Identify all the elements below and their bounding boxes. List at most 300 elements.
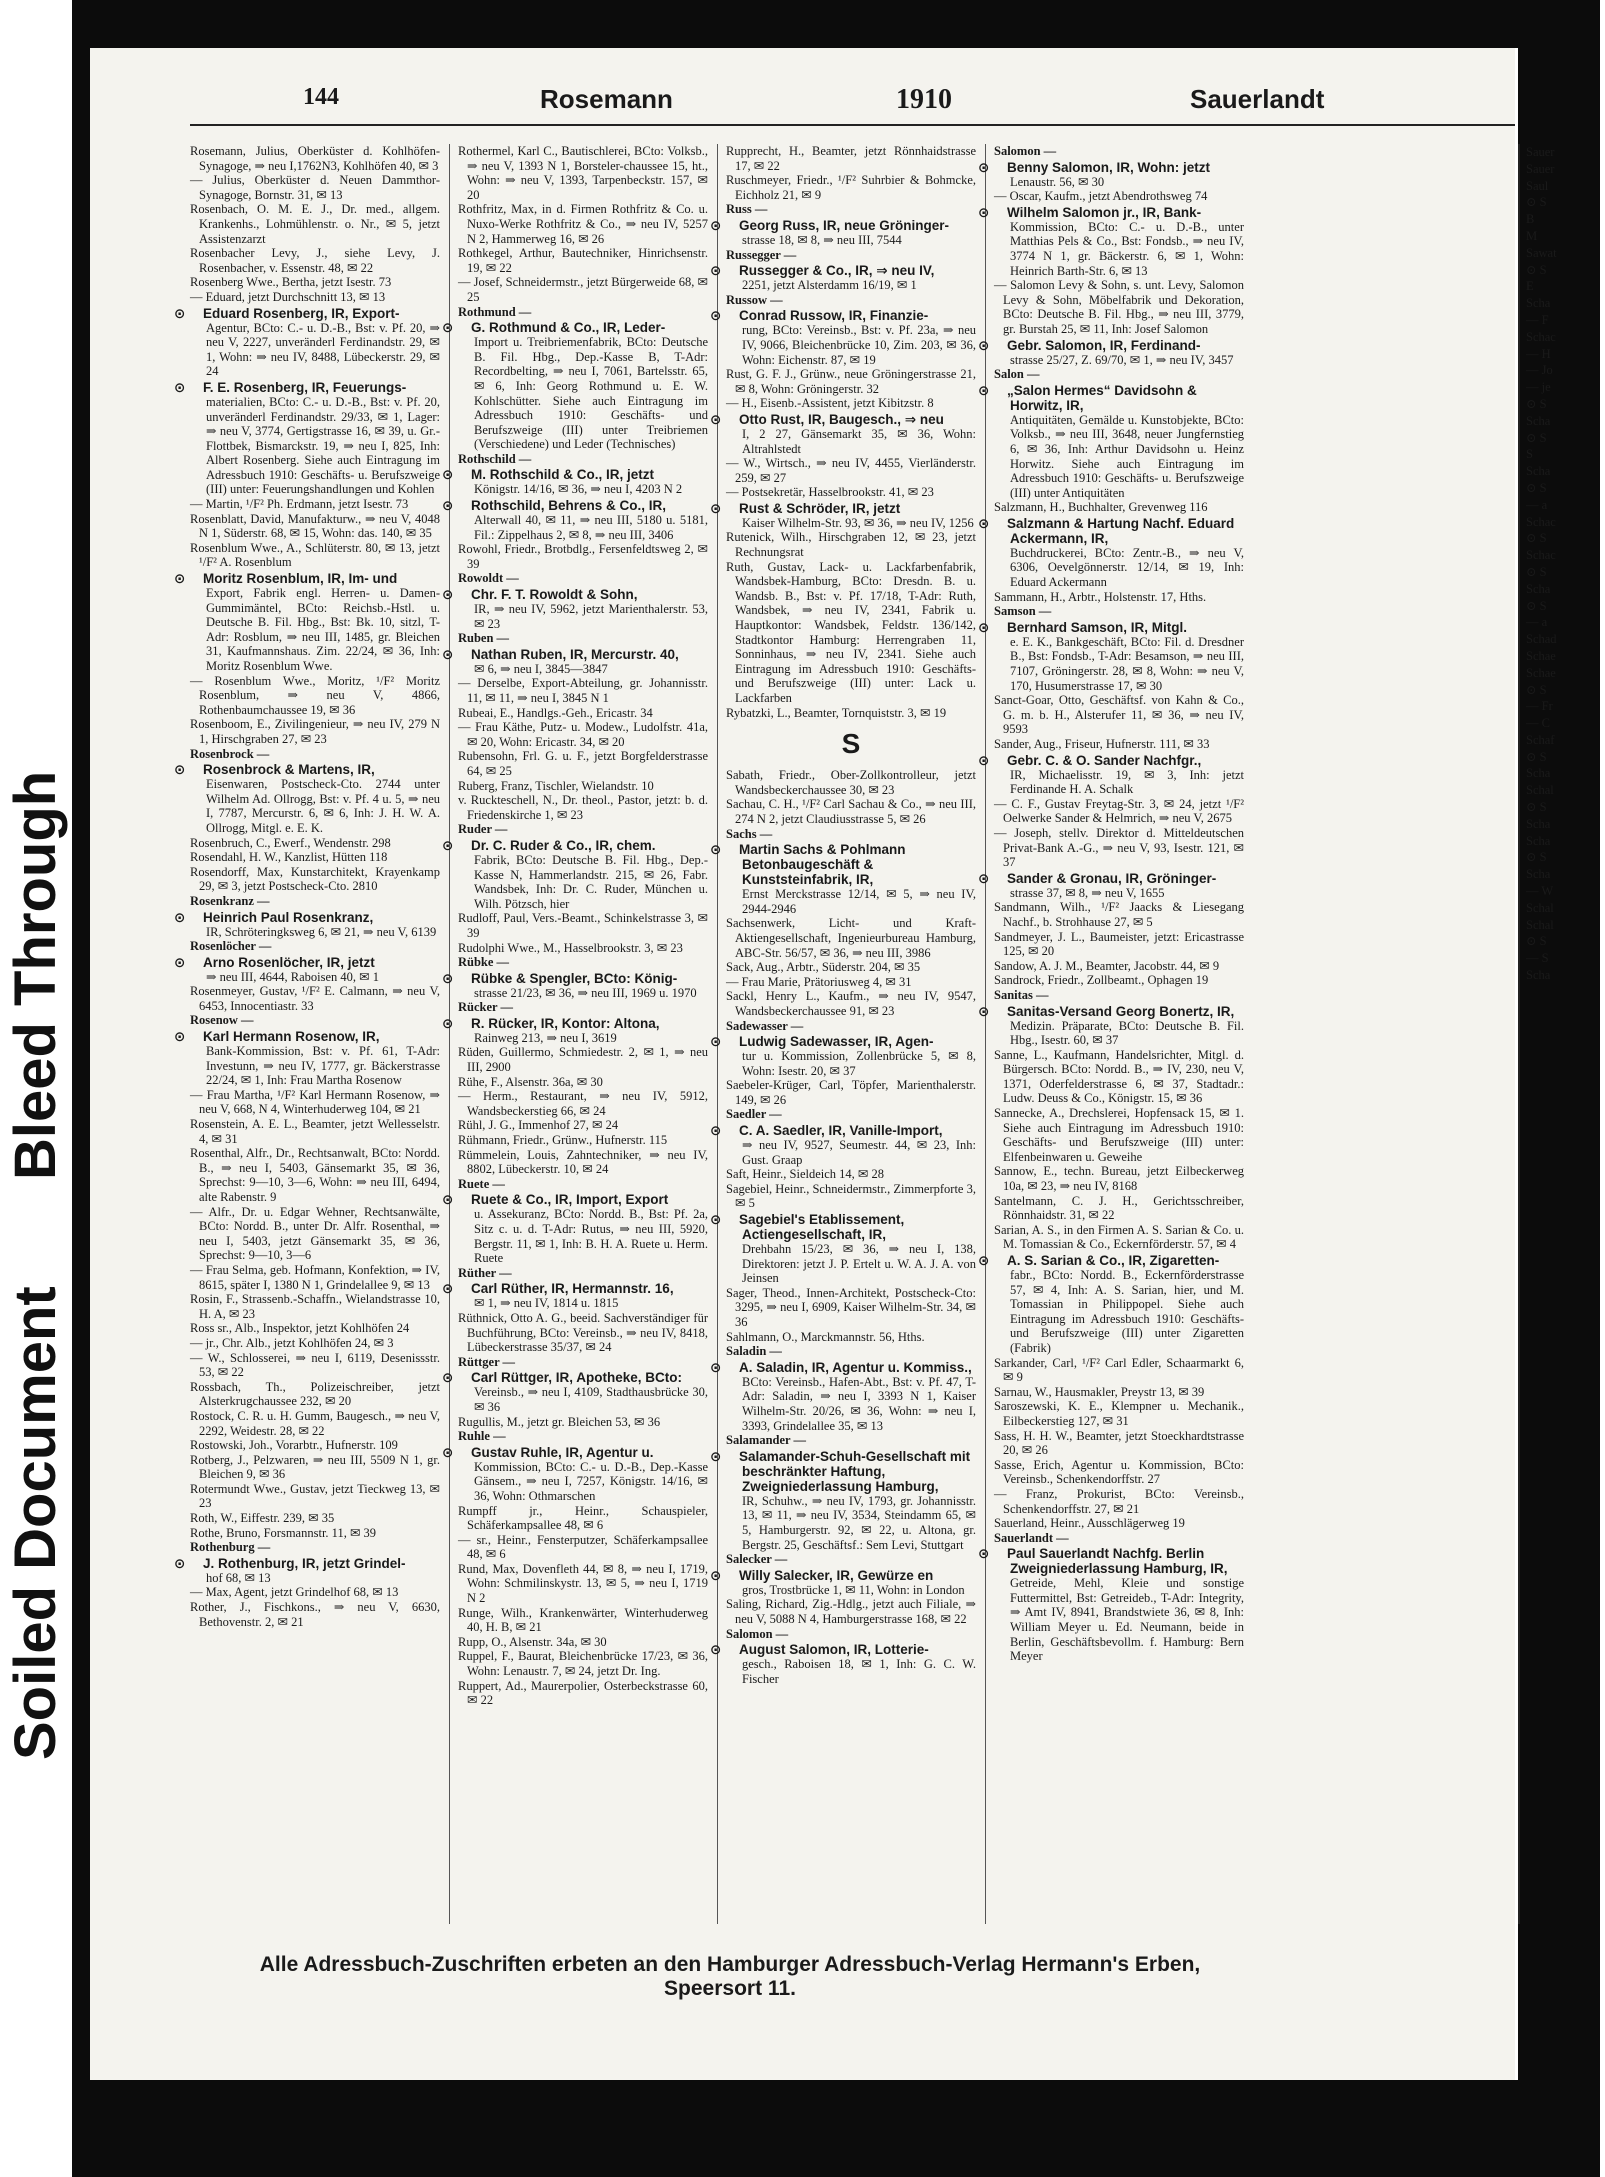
firm-entry-heading	[174, 571, 440, 587]
surname-group-heading: Rothenburg —	[190, 1540, 271, 1555]
directory-entry: Rüden, Guillermo, Schmiedestr. 2, ✉ 1, ⇒ neu III, 2900	[458, 1045, 708, 1075]
directory-entry: — W., Wirtsch., ⇒ neu IV, 4455, Vierländerstr. 259, ✉ 27	[726, 456, 976, 485]
firm-name: Salzmann & Hartung Nachf. Eduard Ackermann, IR,	[1007, 515, 1235, 546]
surname-group-heading: Samson —	[994, 604, 1052, 619]
directory-entry: — W., Schlosserei, ⇒ neu I, 6119, Desenissstr. 53, ✉ 22	[190, 1350, 440, 1380]
directory-entry: Rothkegel, Arthur, Bautechniker, Hinrichsenstr. 19, ✉ 22	[458, 246, 708, 275]
firm-name: Sagebiel's Etablissement, Actiengesellschaft, IR,	[739, 1212, 905, 1243]
adjacent-page-line: ⊙ S	[1526, 564, 1547, 579]
adjacent-page-line: Scha	[1526, 833, 1551, 848]
firm-marker-icon: ⊙	[978, 382, 990, 398]
directory-page	[90, 48, 1557, 2080]
adjacent-page-line: ⊙ S	[1526, 195, 1547, 210]
adjacent-page-line: Sawat	[1526, 245, 1557, 260]
firm-entry-heading	[978, 204, 1244, 220]
adjacent-page-line: Scha	[1526, 581, 1551, 596]
adjacent-page-line: — S	[1526, 951, 1549, 966]
surname-group-heading: Saedler —	[726, 1107, 782, 1122]
firm-entry-heading	[442, 1370, 708, 1386]
adjacent-page-fragment	[1518, 144, 1605, 1924]
firm-marker-icon: ⊙	[710, 411, 722, 427]
firm-marker-icon: ⊙	[442, 1370, 454, 1386]
directory-entry: — Max, Agent, jetzt Grindelhof 68, ✉ 13	[190, 1585, 399, 1600]
firm-entry-details: IR, Schröteringksweg 6, ✉ 21, ⇒ neu V, 6139	[206, 924, 437, 939]
directory-entry: Rubeai, E., Handlgs.-Geh., Ericastr. 34	[458, 705, 653, 720]
adjacent-page-line: Scha	[1526, 296, 1551, 311]
directory-entry: — Oscar, Kaufm., jetzt Abendrothsweg 74	[994, 189, 1208, 204]
firm-name: Moritz Rosenblum, IR, Im- und	[203, 571, 398, 587]
firm-entry-details: IR, Michaelisstr. 19, ✉ 3, Inh: jetzt Ferdinande H. A. Schalk	[1010, 767, 1244, 797]
surname-group-heading: Saladin —	[726, 1344, 782, 1359]
adjacent-page-line: Sauer	[1526, 145, 1555, 159]
directory-entry: — Frau Marie, Prätoriusweg 4, ✉ 31	[726, 974, 912, 989]
firm-marker-icon: ⊙	[174, 305, 186, 321]
adjacent-page-line: ⊙ S	[1526, 682, 1547, 697]
column-1	[174, 144, 440, 1924]
firm-name: Dr. C. Ruder & Co., IR, chem.	[471, 837, 656, 853]
firm-marker-icon: ⊙	[710, 263, 722, 279]
firm-marker-icon: ⊙	[978, 870, 990, 886]
directory-entry: Sachau, C. H., ¹/F² Carl Sachau & Co., ⇒ neu III, 274 N 2, jetzt Claudiusstrasse 5, ✉ 26	[726, 797, 976, 826]
adjacent-page-line: — Fr	[1526, 699, 1553, 714]
firm-entry-details: Kommission, BCto: C.- u. D.-B., unter Matthias Pels & Co., Bst: Fondsb., ⇒ neu IV, 3774 N 1, gr. Bäckerstr. 6, ✉ 1, Wohn: Heinrich Barth-Str. 6, ✉ 13	[1010, 219, 1244, 278]
adjacent-page-line: — C	[1526, 716, 1550, 731]
firm-entry-heading	[978, 337, 1244, 353]
firm-name: Eduard Rosenberg, IR, Export-	[203, 305, 400, 321]
directory-entry: Sandmann, Wilh., ¹/F² Jaacks & Liesegang Nachf., b. Strohhause 27, ✉ 5	[994, 900, 1244, 929]
firm-entry-heading	[442, 1444, 708, 1460]
firm-name: Martin Sachs & Pohlmann Betonbaugeschäft & Kunststeinfabrik, IR,	[739, 842, 906, 888]
surname-group-heading: Ruhle —	[458, 1429, 506, 1444]
directory-entry: Sager, Theod., Innen-Architekt, Postscheck-Cto: 3295, ⇒ neu I, 6909, Kaiser Wilhelm-Str. 34, ✉ 36	[726, 1285, 976, 1329]
firm-entry-details: Königstr. 14/16, ✉ 36, ⇒ neu I, 4203 N 2	[474, 482, 683, 497]
directory-entry: Rother, J., Fischkons., ⇒ neu V, 6630, Bethovenstr. 2, ✉ 21	[190, 1600, 440, 1629]
surname-group-heading: Sachs —	[726, 826, 773, 841]
directory-entry: — Julius, Oberküster d. Neuen Dammthor-Synagoge, Bornstr. 31, ✉ 13	[190, 173, 440, 202]
firm-name: Gebr. Salomon, IR, Ferdinand-	[1007, 337, 1201, 353]
firm-entry-heading	[442, 1192, 708, 1208]
directory-entry: Rust, G. F. J., Grünw., neue Gröningerstrasse 21, ✉ 8, Wohn: Gröningerstr. 32	[726, 367, 976, 396]
entry-columns	[174, 144, 1244, 1924]
firm-marker-icon: ⊙	[442, 1281, 454, 1297]
firm-marker-icon: ⊙	[174, 1029, 186, 1045]
firm-name: Sanitas-Versand Georg Bonertz, IR,	[1007, 1003, 1235, 1019]
adjacent-page-line: B	[1526, 212, 1535, 227]
firm-entry-heading	[442, 1281, 708, 1297]
directory-entry: — C. F., Gustav Freytag-Str. 3, ✉ 24, jetzt ¹/F² Oelwerke Sander & Helmrich, ⇒ neu V, 2675	[994, 796, 1244, 826]
firm-entry-details: Kaiser Wilhelm-Str. 93, ✉ 36, ⇒ neu IV, 1256	[742, 515, 974, 530]
scan-edge-top	[72, 0, 1600, 48]
firm-entry-details: u. Assekuranz, BCto: Nordd. B., Bst: Pf. 2a, Sitz c. u. d. T-Adr: Rutus, ⇒ neu III, 5920, Bergstr. 11, ✉ 1, Inh: B. H. A. Ruete u. Herm. Ruete	[474, 1207, 708, 1266]
firm-entry-heading	[978, 1546, 1244, 1577]
firm-entry-details: gros, Trostbrücke 1, ✉ 11, Wohn: in London	[742, 1582, 965, 1597]
adjacent-page-line: Schac	[1526, 329, 1556, 344]
directory-entry: Rubensohn, Frl. G. u. F., jetzt Borgfelderstrasse 64, ✉ 25	[458, 749, 708, 778]
directory-entry: — Josef, Schneidermstr., jetzt Bürgerweide 68, ✉ 25	[458, 275, 708, 304]
firm-entry-heading	[710, 217, 976, 233]
firm-entry-details: Agentur, BCto: C.- u. D.-B., Bst: v. Pf. 20, ⇒ neu V, 2227, unveränderl Ferdinandstr. 29, ✉ 1, Wohn: ⇒ neu IV, 8488, Lübeckerstr. 29, ✉ 24	[206, 320, 440, 379]
firm-name: Gebr. C. & O. Sander Nachfgr.,	[1007, 752, 1202, 768]
directory-entry: Sabath, Friedr., Ober-Zollkontrolleur, jetzt Wandsbeckerchaussee 30, ✉ 23	[726, 768, 976, 797]
directory-entry: Rowohl, Friedr., Brotbdlg., Fersenfeldtsweg 2, ✉ 39	[458, 542, 708, 571]
directory-entry: — Frau Käthe, Putz- u. Modew., Ludolfstr. 41a, ✉ 20, Wohn: Ericastr. 34, ✉ 20	[458, 720, 708, 749]
surname-group-heading: Rosenow —	[190, 1013, 254, 1028]
adjacent-page-line: Scha	[1526, 968, 1551, 983]
directory-entry: — Franz, Prokurist, BCto: Vereinsb., Schenkendorffstr. 27, ✉ 21	[994, 1486, 1244, 1516]
directory-entry: Rostowski, Joh., Vorarbtr., Hufnerstr. 109	[190, 1438, 398, 1453]
firm-entry-details: ⇒ neu III, 4644, Raboisen 40, ✉ 1	[206, 969, 380, 984]
firm-entry-heading	[978, 1003, 1244, 1019]
firm-marker-icon: ⊙	[442, 837, 454, 853]
firm-entry-heading	[442, 498, 708, 514]
adjacent-page-line: Scha	[1526, 816, 1551, 831]
firm-entry-heading	[710, 263, 976, 279]
firm-entry-details: strasse 37, ✉ 8, ⇒ neu V, 1655	[1010, 885, 1165, 900]
firm-entry-details: IR, ⇒ neu IV, 5962, jetzt Marienthalerstr. 53, ✉ 23	[474, 602, 708, 631]
firm-entry-heading	[710, 842, 976, 888]
page-header	[190, 84, 1515, 126]
directory-entry: Rybatzki, L., Beamter, Tornquiststr. 3, ✉ 19	[726, 705, 947, 720]
firm-entry-details: fabr., BCto: Nordd. B., Eckernförderstrasse 57, ✉ 4, Inh: A. S. Sarian, hier, und M. Tomassian in Philippopel. Siehe auch Eintragung im Adressbuch 1910: Geschäfts- und Berufszweige (III) unter Zigaretten (Fabrik)	[1010, 1268, 1244, 1355]
surname-group-heading: Rosenlöcher —	[190, 939, 272, 954]
firm-entry-details: ✉ 6, ⇒ neu I, 3845—3847	[474, 661, 608, 676]
directory-entry: Rund, Max, Dovenfleth 44, ✉ 8, ⇒ neu I, 1719, Wohn: Schmilinskystr. 13, ✉ 5, ⇒ neu I, 1719 N 2	[458, 1561, 708, 1606]
surname-group-heading: Salomon —	[726, 1626, 789, 1641]
adjacent-page-line: ⊙ S	[1526, 262, 1547, 277]
directory-entry: Sagebiel, Heinr., Schneidermstr., Zimmerpforte 3, ✉ 5	[726, 1181, 976, 1211]
directory-entry: Rüthnick, Otto A. G., beeid. Sachverständiger für Buchführung, BCto: Vereinsb., ⇒ neu IV, 8418, Lübeckerstrasse 35/37, ✉ 24	[458, 1310, 708, 1355]
surname-group-heading: Russow —	[726, 292, 783, 307]
directory-entry: Rupp, O., Alsenstr. 34a, ✉ 30	[458, 1634, 607, 1649]
firm-marker-icon: ⊙	[710, 842, 722, 858]
header-last-name: Sauerlandt	[1190, 84, 1325, 114]
firm-marker-icon: ⊙	[442, 1015, 454, 1031]
directory-entry: Ruth, Gustav, Lack- u. Lackfarbenfabrik, Wandsbek-Hamburg, BCto: Dresdn. B. u. Wandsb. B., Bst: v. Pf. 17/18, T-Adr: Ruth, Wandsbek, ⇒ neu IV, 2341, Fabrik u. Hauptkontor: Wandsbek, Feldstr. 136/142, Stadtkontor Hamburg: Herrengraben 11, Sonninhaus, ⇒ neu IV, 2341. Siehe auch Eintragung im Adressbuch 1910: Geschäfts- und Berufszweige (III) unter: Lack u. Lackfarben	[726, 559, 976, 705]
directory-entry: Rotberg, J., Pelzwaren, ⇒ neu III, 5509 N 1, gr. Bleichen 9, ✉ 36	[190, 1452, 440, 1482]
directory-entry: Rosendorff, Max, Kunstarchitekt, Krayenkamp 29, ✉ 3, jetzt Postscheck-Cto. 2810	[190, 864, 440, 894]
firm-marker-icon: ⊙	[442, 320, 454, 336]
surname-group-heading: Salomon —	[994, 144, 1057, 158]
firm-entry-heading	[710, 1567, 976, 1583]
firm-name: Ruete & Co., IR, Import, Export	[471, 1192, 669, 1208]
firm-entry-details: Medizin. Präparate, BCto: Deutsche B. Fil. Hbg., Isestr. 60, ✉ 37	[1010, 1018, 1244, 1048]
firm-entry-heading	[978, 619, 1244, 635]
surname-group-heading: Rosenkranz —	[190, 893, 270, 908]
adjacent-page-line: M	[1526, 228, 1538, 243]
firm-name: Karl Hermann Rosenow, IR,	[203, 1029, 380, 1045]
firm-entry-details: Alterwall 40, ✉ 11, ⇒ neu III, 5180 u. 5181, Fil.: Zippelhaus 2, ✉ 8, ⇒ neu III, 3406	[474, 513, 708, 542]
directory-entry: — Herm., Restaurant, ⇒ neu IV, 5912, Wandsbeckerstieg 66, ✉ 24	[458, 1089, 708, 1118]
firm-marker-icon: ⊙	[978, 204, 990, 220]
firm-marker-icon: ⊙	[174, 571, 186, 587]
firm-entry-details: ⇒ neu IV, 9527, Seumestr. 44, ✉ 23, Inh: Gust. Graap	[742, 1138, 976, 1167]
firm-marker-icon: ⊙	[174, 379, 186, 395]
directory-entry: Rosemann, Julius, Oberküster d. Kohlhöfen-Synagoge, ⇒ neu I,1762N3, Kohlhöfen 40, ✉ 3	[190, 144, 440, 173]
directory-entry: — H., Eisenb.-Assistent, jetzt Kibitzstr. 8	[726, 396, 934, 411]
directory-entry: Sanct-Goar, Otto, Geschäftsf. von Kahn & Co., G. m. b. H., Alsterufer 11, ✉ 36, ⇒ neu IV, 9593	[994, 693, 1244, 737]
firm-entry-heading	[174, 909, 440, 925]
surname-group-heading: Sadewasser —	[726, 1018, 804, 1033]
surname-group-heading: Rüttger —	[458, 1354, 516, 1369]
directory-entry: Sauerland, Heinr., Ausschlägerweg 19	[994, 1516, 1185, 1531]
surname-group-heading: Rosenbrock —	[190, 746, 270, 761]
directory-entry: Roth, W., Eiffestr. 239, ✉ 35	[190, 1511, 335, 1526]
directory-entry: Sammann, H., Arbtr., Holstenstr. 17, Hths.	[994, 589, 1207, 604]
firm-marker-icon: ⊙	[710, 500, 722, 516]
directory-entry: Saebeler-Krüger, Carl, Töpfer, Marienthalerstr. 149, ✉ 26	[726, 1078, 976, 1107]
firm-name: C. A. Saedler, IR, Vanille-Import,	[739, 1123, 943, 1139]
firm-entry-heading	[442, 1015, 708, 1031]
directory-entry: Rosenstein, A. E. L., Beamter, jetzt Wellesselstr. 4, ✉ 31	[190, 1117, 440, 1146]
directory-entry: Rosenblum Wwe., A., Schlüterstr. 80, ✉ 13, jetzt ¹/F² A. Rosenblum	[190, 540, 440, 570]
firm-marker-icon: ⊙	[978, 619, 990, 635]
directory-entry: Rühl, J. G., Immenhof 27, ✉ 24	[458, 1118, 619, 1133]
directory-entry: Rugullis, M., jetzt gr. Bleichen 53, ✉ 36	[458, 1414, 661, 1429]
firm-entry-details: gesch., Raboisen 18, ✉ 1, Inh: G. C. W. Fischer	[742, 1657, 976, 1686]
column-3	[710, 144, 976, 1924]
adjacent-page-line: E	[1526, 279, 1534, 294]
firm-entry-details: Lenaustr. 56, ✉ 30	[1010, 174, 1105, 189]
firm-name: Bernhard Samson, IR, Mitgl.	[1007, 619, 1188, 635]
publisher-footer: Alle Adressbuch-Zuschriften erbeten an den Hamburger Adressbuch-Verlag Hermann's Erben, Speersort 11.	[259, 1953, 1201, 2000]
adjacent-page-line: ⊙ S	[1526, 430, 1547, 445]
firm-marker-icon: ⊙	[442, 1444, 454, 1460]
firm-name: A. S. Sarian & Co., IR, Zigaretten-	[1007, 1253, 1220, 1268]
firm-entry-heading	[978, 159, 1244, 175]
firm-name: Sander & Gronau, IR, Gröninger-	[1007, 870, 1217, 886]
directory-entry: — Frau Selma, geb. Hofmann, Konfektion, ⇒ IV, 8615, später I, 1380 N 1, Grindelallee 9, ✉ 13	[190, 1262, 440, 1292]
directory-entry: Rotermundt Wwe., Gustav, jetzt Tieckweg 13, ✉ 23	[190, 1481, 440, 1511]
firm-entry-heading	[174, 762, 440, 778]
directory-entry: Sahlmann, O., Marckmannstr. 56, Hths.	[726, 1329, 925, 1344]
directory-entry: — Salomon Levy & Sohn, s. unt. Levy, Salomon Levy & Sohn, Möbelfabrik und Dekoration, BCto: Deutsche B. Fil. Hbg., ⇒ neu III, 3779, gr. Burstah 25, ✉ 11, Inh: Josef Salomon	[994, 278, 1244, 336]
directory-entry: — Frau Martha, ¹/F² Karl Hermann Rosenow, ⇒ neu V, 668, N 4, Winterhuderweg 104, ✉ 21	[190, 1087, 440, 1117]
firm-entry-details: tur u. Kommission, Zollenbrücke 5, ✉ 8, Wohn: Isestr. 20, ✉ 37	[742, 1049, 976, 1078]
directory-entry: Salzmann, H., Buchhalter, Grevenweg 116	[994, 500, 1208, 515]
adjacent-page-line: — W	[1526, 884, 1554, 899]
firm-entry-heading	[710, 1212, 976, 1243]
firm-name: Rust & Schröder, IR, jetzt	[739, 500, 901, 516]
directory-entry: Saft, Heinr., Sieldeich 14, ✉ 28	[726, 1167, 885, 1182]
adjacent-page-line: S	[1526, 447, 1533, 462]
column-4	[978, 144, 1244, 1924]
firm-entry-details: BCto: Vereinsb., Hafen-Abt., Bst: v. Pf. 47, T-Adr: Saladin, ⇒ neu I, 3393 N 1, Kaiser Wilhelm-Str. 20/26, ✉ 36, Wohn: ⇒ neu I, 3393, Grindelallee 35, ✉ 13	[742, 1374, 976, 1433]
surname-group-heading: Rücker —	[458, 1000, 513, 1015]
firm-entry-details: Eisenwaren, Postscheck-Cto. 2744 unter Wilhelm Ad. Ollrogg, Bst: v. Pf. 4 u. 5, ⇒ neu I, 7787, Mercurstr. 6, ✉ 6, Inh: J. H. W. A. Ollrogg, Mitgl. e. E. K.	[206, 777, 440, 835]
firm-entry-heading	[978, 752, 1244, 768]
directory-entry: — Joseph, stellv. Direktor d. Mitteldeutschen Privat-Bank A.-G., ⇒ neu V, 93, Isestr. 121, ✉ 37	[994, 825, 1244, 870]
firm-entry-details: e. E. K., Bankgeschäft, BCto: Fil. d. Dresdner B., Bst: Fondsb., T-Adr: Besamson, ⇒ neu III, 7107, Gröningerstr. 28, ✉ 8, Wohn: ⇒ neu V, 170, Husumerstrasse 17, ✉ 30	[1010, 634, 1244, 693]
firm-name: Benny Salomon, IR, Wohn: jetzt	[1007, 159, 1211, 175]
column-divider	[985, 144, 986, 1924]
page-number: 144	[303, 84, 339, 110]
firm-name: A. Saladin, IR, Agentur u. Kommiss.,	[739, 1359, 972, 1375]
directory-entry: Rosenthal, Alfr., Dr., Rechtsanwalt, BCto: Nordd. B., ⇒ neu I, 5403, Gänsemarkt 35, ✉ 36, Sprechst: 9—10, 3—6, Wohn: ⇒ neu III, 6494, alte Rabenstr. 9	[190, 1146, 440, 1204]
firm-marker-icon: ⊙	[710, 1448, 722, 1464]
firm-entry-heading	[442, 837, 708, 853]
directory-entry: Rosendahl, H. W., Kanzlist, Hütten 118	[190, 850, 388, 865]
firm-marker-icon: ⊙	[442, 587, 454, 603]
firm-name: J. Rothenburg, IR, jetzt Grindel-	[203, 1555, 406, 1571]
firm-name: Willy Salecker, IR, Gewürze en	[739, 1567, 934, 1583]
directory-entry: Ruppel, F., Baurat, Bleichenbrücke 17/23, ✉ 36, Wohn: Lenaustr. 7, ✉ 24, jetzt Dr. Ing.	[458, 1649, 708, 1679]
firm-name: Wilhelm Salomon jr., IR, Bank-	[1007, 204, 1202, 220]
firm-entry-heading	[710, 1359, 976, 1375]
firm-marker-icon: ⊙	[442, 1192, 454, 1208]
firm-entry-details: Kommission, BCto: C.- u. D.-B., Dep.-Kasse Gänsem., ⇒ neu I, 7257, Königstr. 14/16, ✉ 36, Wohn: Othmarschen	[474, 1459, 708, 1503]
firm-name: Russegger & Co., IR, ⇒ neu IV,	[739, 263, 935, 279]
directory-entry: — jr., Chr. Alb., jetzt Kohlhöfen 24, ✉ 3	[190, 1335, 394, 1350]
firm-entry-heading	[978, 515, 1244, 546]
adjacent-page-line: Schae	[1526, 665, 1556, 680]
firm-entry-heading	[174, 1029, 440, 1045]
firm-entry-heading	[442, 587, 708, 603]
firm-name: Paul Sauerlandt Nachfg. Berlin Zweigniederlassung Hamburg, IR,	[1007, 1546, 1228, 1577]
firm-name: Salamander-Schuh-Gesellschaft mit beschränkter Haftung, Zweigniederlassung Hamburg,	[739, 1448, 971, 1494]
directory-entry: Rudloff, Paul, Vers.-Beamt., Schinkelstrasse 3, ✉ 39	[458, 911, 708, 940]
firm-entry-details: IR, Schuhw., ⇒ neu IV, 1793, gr. Johannisstr. 13, ✉ 11, ⇒ neu IV, 3534, Steindamm 65, ✉ 5, Hamburgerstr. 92, ✉ 22, u. Altona, gr. Bergstr. 25, Geschäftsf.: Sem Levi, Stuttgart	[742, 1493, 976, 1552]
firm-marker-icon: ⊙	[978, 159, 990, 175]
directory-entry: Sasse, Erich, Agentur u. Kommission, BCto: Vereinsb., Schenkendorffstr. 27	[994, 1457, 1244, 1487]
adjacent-page-line: — je	[1526, 380, 1551, 395]
firm-marker-icon: ⊙	[442, 467, 454, 483]
directory-entry: Rosenbach, O. M. E. J., Dr. med., allgem. Krankenhs., Lohmühlenstr. o. Nr., ✉ 5, jetzt Assistenzarzt	[190, 202, 440, 246]
directory-entry: Rosenberg Wwe., Bertha, jetzt Isestr. 73	[190, 275, 392, 290]
letter-section-heading: S	[841, 728, 861, 760]
surname-group-heading: Rowoldt —	[458, 571, 519, 586]
firm-marker-icon: ⊙	[978, 1546, 990, 1562]
firm-entry-heading	[174, 1555, 440, 1571]
directory-entry: — Martin, ¹/F² Ph. Erdmann, jetzt Isestr. 73	[190, 497, 409, 512]
directory-entry: Saling, Richard, Zig.-Hdlg., jetzt auch Filiale, ⇒ neu V, 5088 N 4, Hamburgerstrasse 168, ✉ 22	[726, 1597, 976, 1626]
firm-name: Rosenbrock & Martens, IR,	[203, 762, 375, 778]
stamp-soiled-document: Soiled Document	[3, 1286, 68, 1760]
directory-entry: Runge, Wilh., Krankenwärter, Winterhuderweg 40, H. B, ✉ 21	[458, 1605, 708, 1635]
firm-name: Georg Russ, IR, neue Gröninger-	[739, 217, 950, 233]
firm-marker-icon: ⊙	[442, 498, 454, 514]
firm-name: Nathan Ruben, IR, Mercurstr. 40,	[471, 646, 679, 662]
directory-entry: Sarkander, Carl, ¹/F² Carl Edler, Schaarmarkt 6, ✉ 9	[994, 1355, 1244, 1385]
directory-entry: Rostock, C. R. u. H. Gumm, Baugesch., ⇒ neu V, 2292, Weidestr. 28, ✉ 22	[190, 1408, 440, 1438]
firm-entry-details: Bank-Kommission, Bst: v. Pf. 61, T-Adr: Investunn, ⇒ neu IV, 1777, gr. Bäckerstrasse 22/24, ✉ 1, Inh: Frau Martha Rosenow	[206, 1044, 440, 1088]
firm-name: G. Rothmund & Co., IR, Leder-	[471, 320, 666, 336]
firm-marker-icon: ⊙	[978, 1253, 990, 1268]
firm-marker-icon: ⊙	[978, 752, 990, 768]
firm-marker-icon: ⊙	[174, 762, 186, 778]
directory-entry: Rudolphi Wwe., M., Hasselbrookstr. 3, ✉ 23	[458, 940, 683, 955]
adjacent-page-line: Schad	[1526, 632, 1557, 647]
firm-entry-heading	[442, 646, 708, 662]
surname-group-heading: Rothschild —	[458, 451, 532, 466]
surname-group-heading: Ruder —	[458, 822, 508, 837]
directory-entry: Ross sr., Alb., Inspektor, jetzt Kohlhöfen 24	[190, 1321, 410, 1336]
firm-name: Carl Rüttger, IR, Apotheke, BCto:	[471, 1370, 683, 1386]
firm-entry-details: 2251, jetzt Alsterdamm 16/19, ✉ 1	[742, 278, 917, 293]
firm-entry-details: strasse 18, ✉ 8, ⇒ neu III, 7544	[742, 232, 902, 247]
directory-entry: — Alfr., Dr. u. Edgar Wehner, Rechtsanwälte, BCto: Nordd. B., unter Dr. Alfr. Rosenthal, ⇒ neu I, 5403, jetzt Gänsemarkt 35, ✉ 36, Sprechst: 9—10, 3—6	[190, 1204, 440, 1263]
firm-entry-heading	[710, 411, 976, 427]
directory-entry: Sandow, A. J. M., Beamter, Jacobstr. 44, ✉ 9	[994, 958, 1220, 973]
firm-marker-icon: ⊙	[710, 217, 722, 233]
firm-entry-heading	[710, 1123, 976, 1139]
directory-entry: Sannecke, A., Drechslerei, Hopfensack 15, ✉ 1. Siehe auch Eintragung im Adressbuch 1910: Geschäfts- und Berufszweige (III) unter: Elfenbeinwaren u. Geweihe	[994, 1106, 1244, 1164]
firm-marker-icon: ⊙	[978, 1003, 990, 1019]
firm-entry-details: ✉ 1, ⇒ neu IV, 1814 u. 1815	[474, 1296, 619, 1311]
surname-group-heading: Salecker —	[726, 1552, 788, 1567]
firm-entry-details: Getreide, Mehl, Kleie und sonstige Futtermittel, Bst: Getreideb., T-Adr: Integrity, ⇒ Amt IV, 8941, Brandstwiete 36, ✉ 8, Inh: William Meyer u. Ed. Neumann, beide in Berlin, Geschäftsbevollm. f. Hamburg: Bern Meyer	[1010, 1576, 1244, 1664]
firm-marker-icon: ⊙	[442, 646, 454, 662]
directory-entry: Rosenblatt, David, Manufakturw., ⇒ neu V, 4048 N 1, Süderstr. 68, ✉ 15, Wohn: das. 140, ✉ 35	[190, 511, 440, 541]
adjacent-page-line: — F	[1526, 312, 1549, 327]
firm-marker-icon: ⊙	[710, 1034, 722, 1050]
firm-marker-icon: ⊙	[710, 1359, 722, 1375]
surname-group-heading: Ruben —	[458, 631, 510, 646]
scan-edge-left	[72, 0, 90, 2177]
firm-entry-details: Antiquitäten, Gemälde u. Kunstobjekte, BCto: Volksb., ⇒ neu III, 3648, neuer Jungfernstieg 6, ✉ 36, Inh: Arthur Davidsohn u. Heinz Horwitz. Siehe auch Eintragung im Adressbuch 1910: Geschäfts- u. Berufszweige (III) unter Antiquitäten	[1010, 412, 1244, 500]
firm-marker-icon: ⊙	[978, 337, 990, 353]
directory-entry: Rothfritz, Max, in d. Firmen Rothfritz & Co. u. Nuxo-Werke Rothfritz & Co., ⇒ neu IV, 5257 N 2, Hammerweg 16, ✉ 26	[458, 202, 708, 246]
firm-marker-icon: ⊙	[442, 970, 454, 986]
column-divider	[449, 144, 450, 1924]
adjacent-page-line: Saul	[1526, 178, 1549, 193]
firm-entry-heading	[978, 870, 1244, 886]
surname-group-heading: Ruete —	[458, 1176, 505, 1191]
directory-entry: Rosenboom, E., Zivilingenieur, ⇒ neu IV, 279 N 1, Hirschgraben 27, ✉ 23	[190, 717, 440, 746]
column-2	[442, 144, 708, 1924]
firm-entry-heading	[174, 954, 440, 970]
adjacent-page-line: — a	[1526, 615, 1548, 630]
firm-entry-details: Vereinsb., ⇒ neu I, 4109, Stadthausbrücke 30, ✉ 36	[474, 1385, 708, 1414]
adjacent-page-line: ⊙ S	[1526, 749, 1547, 764]
surname-group-heading: Rüther —	[458, 1265, 512, 1280]
firm-entry-heading	[710, 1448, 976, 1494]
firm-marker-icon: ⊙	[710, 1642, 722, 1658]
adjacent-page-line: ⊙ S	[1526, 531, 1547, 546]
adjacent-page-line: Sauer	[1526, 161, 1555, 176]
adjacent-page-line: — Jo	[1526, 363, 1553, 378]
firm-name: Chr. F. T. Rowoldt & Sohn,	[471, 587, 638, 603]
firm-name: Gustav Ruhle, IR, Agentur u.	[471, 1444, 654, 1460]
adjacent-page-line: Schal	[1526, 900, 1554, 915]
directory-entry: Sander, Aug., Friseur, Hufnerstr. 111, ✉ 33	[994, 737, 1210, 751]
firm-entry-details: Drehbahn 15/23, ✉ 36, ⇒ neu I, 138, Direktoren: jetzt J. P. Ertelt u. W. A. J. A. von Jeinsen	[742, 1242, 976, 1286]
adjacent-page-line: Schae	[1526, 648, 1556, 663]
firm-entry-heading	[710, 1642, 976, 1658]
directory-entry: Sackl, Henry L., Kaufm., ⇒ neu IV, 9547, Wandsbeckerchaussee 91, ✉ 23	[726, 989, 976, 1018]
directory-entry: Ruschmeyer, Friedr., ¹/F² Suhrbier & Bohmcke, Eichholz 21, ✉ 9	[726, 173, 976, 202]
surname-group-heading: Sauerlandt —	[994, 1530, 1069, 1545]
directory-entry: Rothe, Bruno, Forsmannstr. 11, ✉ 39	[190, 1525, 377, 1540]
firm-marker-icon: ⊙	[174, 954, 186, 970]
firm-entry-heading	[978, 382, 1244, 413]
directory-entry: Sarnau, W., Hausmakler, Preystr 13, ✉ 39	[994, 1384, 1205, 1399]
firm-marker-icon: ⊙	[978, 515, 990, 531]
firm-entry-details: Fabrik, BCto: Deutsche B. Fil. Hbg., Dep.-Kasse N, Hammerlandstr. 215, ✉ 26, Fabr. Wandsbek, Inh: Dr. C. Ruder, München u. Wilh. Pötzsch, hier	[474, 852, 708, 911]
firm-name: Rübke & Spengler, BCto: König-	[471, 970, 678, 986]
firm-marker-icon: ⊙	[710, 1212, 722, 1228]
firm-entry-details: materialien, BCto: C.- u. D.-B., Bst: v. Pf. 20, unveränderl Ferdinandstr. 29/33, ✉ 1, Lager: ⇒ neu V, 3774, Gertigstrasse 16, ✉ 39, u. Gr.-Flottbek, Bismarckstr. 19, ⇒ neu I, 825, Inh: Albert Rosenberg. Siehe auch Eintragung im Adressbuch 1910: Geschäfts- u. Berufszweige (III) unter: Feuerungshandlungen und Kohlen	[206, 394, 440, 497]
header-year: 1910	[896, 84, 952, 115]
directory-entry: Rosenbruch, C., Ewerf., Wendenstr. 298	[190, 835, 391, 850]
directory-entry: Rothermel, Karl C., Bautischlerei, BCto: Volksb., ⇒ neu V, 1393 N 1, Borsteler-chaussee 15, ht., Wohn: ⇒ neu V, 1393, Tarpenbeckstr. 157, ✉ 20	[458, 144, 708, 202]
directory-entry: Santelmann, C. J. H., Gerichtsschreiber, Rönnhaidstr. 31, ✉ 22	[994, 1193, 1244, 1223]
adjacent-page-line: Schac	[1526, 514, 1556, 529]
directory-entry: Rühe, F., Alsenstr. 36a, ✉ 30	[458, 1074, 603, 1089]
directory-entry: Rumpff jr., Heinr., Schauspieler, Schäferkampsallee 48, ✉ 6	[458, 1503, 708, 1533]
directory-entry: Rosenmeyer, Gustav, ¹/F² E. Calmann, ⇒ neu V, 6453, Innocentiastr. 33	[190, 984, 440, 1013]
firm-name: Conrad Russow, IR, Finanzie-	[739, 308, 929, 324]
directory-entry: Saroszewski, K. E., Klempner u. Mechanik., Eilbeckerstieg 127, ✉ 31	[994, 1399, 1244, 1428]
